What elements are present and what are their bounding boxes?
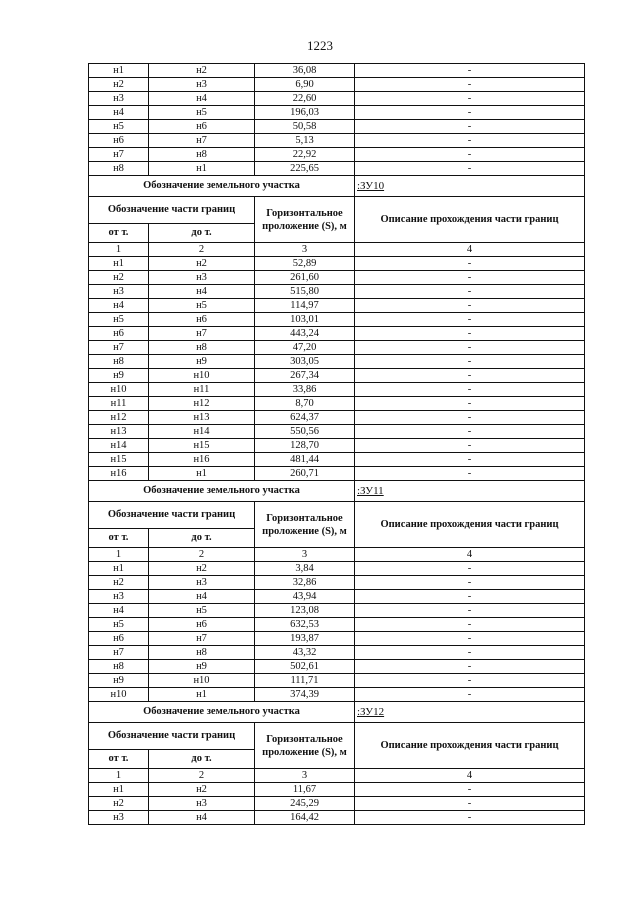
point-to-cell: н2: [149, 64, 255, 78]
distance-cell: 164,42: [255, 811, 355, 825]
distance-cell: 193,87: [255, 632, 355, 646]
point-to-cell: н8: [149, 646, 255, 660]
table-row: [89, 355, 585, 369]
description-cell: -: [355, 646, 585, 660]
point-to-cell: н9: [149, 355, 255, 369]
column-number: 4: [355, 243, 585, 257]
column-number: 4: [355, 548, 585, 562]
point-from-cell: н3: [89, 92, 149, 106]
point-from-cell: н12: [89, 411, 149, 425]
table-row: [89, 64, 585, 78]
distance-cell: 481,44: [255, 453, 355, 467]
point-from-cell: н2: [89, 576, 149, 590]
point-to-cell: н2: [149, 783, 255, 797]
point-from-cell: н10: [89, 688, 149, 702]
point-from-cell: н9: [89, 369, 149, 383]
point-from-cell: н1: [89, 64, 149, 78]
parcel-header-row: [89, 481, 585, 502]
distance-cell: 114,97: [255, 299, 355, 313]
distance-cell: 443,24: [255, 327, 355, 341]
table-row: [89, 688, 585, 702]
description-cell: -: [355, 467, 585, 481]
parcel-code: :ЗУ10: [355, 176, 585, 197]
column-number: 1: [89, 769, 149, 783]
description-cell: -: [355, 632, 585, 646]
parcel-header-row: [89, 702, 585, 723]
distance-header: Горизонтальное проложение (S), м: [255, 197, 355, 243]
table-row: [89, 576, 585, 590]
table-row: [89, 92, 585, 106]
point-to-cell: н2: [149, 257, 255, 271]
distance-cell: 36,08: [255, 64, 355, 78]
point-from-cell: н15: [89, 453, 149, 467]
distance-cell: 22,92: [255, 148, 355, 162]
description-cell: -: [355, 257, 585, 271]
description-cell: -: [355, 134, 585, 148]
point-from-cell: н5: [89, 120, 149, 134]
distance-cell: 43,32: [255, 646, 355, 660]
table-row: [89, 327, 585, 341]
table-row: [89, 120, 585, 134]
point-to-cell: н12: [149, 397, 255, 411]
column-number: 4: [355, 769, 585, 783]
distance-cell: 5,13: [255, 134, 355, 148]
point-from-cell: н5: [89, 618, 149, 632]
distance-cell: 123,08: [255, 604, 355, 618]
column-number-row: [89, 769, 585, 783]
table-row: [89, 369, 585, 383]
column-number: 3: [255, 243, 355, 257]
table-row: [89, 162, 585, 176]
table-row: [89, 271, 585, 285]
distance-cell: 128,70: [255, 439, 355, 453]
table-row: [89, 299, 585, 313]
parcel-header-row: [89, 176, 585, 197]
point-to-cell: н3: [149, 576, 255, 590]
column-number-row: [89, 548, 585, 562]
column-number-row: [89, 243, 585, 257]
point-to-cell: н3: [149, 78, 255, 92]
point-to-cell: н4: [149, 285, 255, 299]
description-cell: -: [355, 327, 585, 341]
table-row: [89, 590, 585, 604]
description-header: Описание прохождения части границ: [355, 502, 585, 548]
point-from-cell: н2: [89, 78, 149, 92]
distance-cell: 50,58: [255, 120, 355, 134]
point-to-cell: н5: [149, 106, 255, 120]
point-from-cell: н6: [89, 632, 149, 646]
point-from-cell: н2: [89, 271, 149, 285]
point-from-cell: н6: [89, 134, 149, 148]
table-row: [89, 383, 585, 397]
point-from-cell: н6: [89, 327, 149, 341]
column-number: 2: [149, 769, 255, 783]
point-from-cell: н11: [89, 397, 149, 411]
boundary-table: [88, 63, 585, 825]
to-header: до т.: [149, 224, 255, 243]
description-cell: -: [355, 369, 585, 383]
from-header: от т.: [89, 224, 149, 243]
description-cell: -: [355, 618, 585, 632]
point-to-cell: н8: [149, 341, 255, 355]
point-from-cell: н3: [89, 285, 149, 299]
point-from-cell: н4: [89, 106, 149, 120]
distance-cell: 515,80: [255, 285, 355, 299]
column-number: 2: [149, 243, 255, 257]
distance-cell: 103,01: [255, 313, 355, 327]
point-to-cell: н8: [149, 148, 255, 162]
point-from-cell: н14: [89, 439, 149, 453]
page-number: 1223: [307, 38, 333, 53]
point-to-cell: н4: [149, 92, 255, 106]
description-cell: -: [355, 660, 585, 674]
description-cell: -: [355, 64, 585, 78]
description-cell: -: [355, 383, 585, 397]
description-cell: -: [355, 106, 585, 120]
point-from-cell: н5: [89, 313, 149, 327]
point-to-cell: н9: [149, 660, 255, 674]
point-from-cell: н4: [89, 299, 149, 313]
column-number: 1: [89, 548, 149, 562]
description-cell: -: [355, 797, 585, 811]
part-designation-header: Обозначение части границ: [89, 502, 255, 529]
from-header: от т.: [89, 750, 149, 769]
point-from-cell: н8: [89, 162, 149, 176]
point-from-cell: н10: [89, 383, 149, 397]
point-from-cell: н7: [89, 646, 149, 660]
distance-cell: 22,60: [255, 92, 355, 106]
distance-cell: 261,60: [255, 271, 355, 285]
table-row: [89, 313, 585, 327]
distance-cell: 3,84: [255, 562, 355, 576]
table-row: [89, 341, 585, 355]
distance-cell: 267,34: [255, 369, 355, 383]
column-number: 1: [89, 243, 149, 257]
table-row: [89, 562, 585, 576]
boundary-table-body: [89, 64, 585, 825]
point-to-cell: н6: [149, 120, 255, 134]
description-cell: -: [355, 411, 585, 425]
column-number: 3: [255, 548, 355, 562]
parcel-code: :ЗУ12: [355, 702, 585, 723]
table-row: [89, 411, 585, 425]
table-row: [89, 811, 585, 825]
table-row: [89, 783, 585, 797]
distance-cell: 47,20: [255, 341, 355, 355]
point-from-cell: н16: [89, 467, 149, 481]
description-cell: -: [355, 783, 585, 797]
table-row: [89, 674, 585, 688]
distance-cell: 43,94: [255, 590, 355, 604]
table-row: [89, 78, 585, 92]
part-designation-header: Обозначение части границ: [89, 723, 255, 750]
point-to-cell: н10: [149, 369, 255, 383]
point-to-cell: н6: [149, 313, 255, 327]
from-header: от т.: [89, 529, 149, 548]
table-row: [89, 453, 585, 467]
point-to-cell: н1: [149, 688, 255, 702]
to-header: до т.: [149, 529, 255, 548]
table-row: [89, 604, 585, 618]
description-cell: -: [355, 341, 585, 355]
column-header-row: [89, 723, 585, 750]
table-row: [89, 646, 585, 660]
point-from-cell: н8: [89, 355, 149, 369]
point-to-cell: н5: [149, 604, 255, 618]
point-from-cell: н1: [89, 257, 149, 271]
point-to-cell: н15: [149, 439, 255, 453]
distance-cell: 196,03: [255, 106, 355, 120]
description-cell: -: [355, 590, 585, 604]
parcel-designation-label: Обозначение земельного участка: [89, 176, 355, 197]
table-row: [89, 660, 585, 674]
table-row: [89, 397, 585, 411]
description-cell: -: [355, 148, 585, 162]
table-row: [89, 439, 585, 453]
distance-header: Горизонтальное проложение (S), м: [255, 502, 355, 548]
table-row: [89, 148, 585, 162]
point-from-cell: н7: [89, 148, 149, 162]
point-from-cell: н3: [89, 811, 149, 825]
column-header-row: [89, 197, 585, 224]
table-row: [89, 285, 585, 299]
point-to-cell: н14: [149, 425, 255, 439]
description-cell: -: [355, 562, 585, 576]
table-row: [89, 797, 585, 811]
description-cell: -: [355, 355, 585, 369]
distance-cell: 550,56: [255, 425, 355, 439]
point-to-cell: н10: [149, 674, 255, 688]
distance-cell: 52,89: [255, 257, 355, 271]
point-from-cell: н4: [89, 604, 149, 618]
description-cell: -: [355, 604, 585, 618]
point-to-cell: н1: [149, 467, 255, 481]
distance-cell: 6,90: [255, 78, 355, 92]
column-number: 2: [149, 548, 255, 562]
point-from-cell: н1: [89, 562, 149, 576]
description-cell: -: [355, 811, 585, 825]
point-to-cell: н6: [149, 618, 255, 632]
point-to-cell: н16: [149, 453, 255, 467]
distance-cell: 260,71: [255, 467, 355, 481]
description-header: Описание прохождения части границ: [355, 723, 585, 769]
point-from-cell: н7: [89, 341, 149, 355]
distance-cell: 32,86: [255, 576, 355, 590]
description-cell: -: [355, 78, 585, 92]
parcel-code: :ЗУ11: [355, 481, 585, 502]
point-to-cell: н13: [149, 411, 255, 425]
column-number: 3: [255, 769, 355, 783]
point-to-cell: н3: [149, 797, 255, 811]
point-to-cell: н7: [149, 632, 255, 646]
distance-cell: 33,86: [255, 383, 355, 397]
description-cell: -: [355, 439, 585, 453]
distance-cell: 111,71: [255, 674, 355, 688]
point-from-cell: н9: [89, 674, 149, 688]
table-row: [89, 106, 585, 120]
point-to-cell: н7: [149, 327, 255, 341]
point-to-cell: н5: [149, 299, 255, 313]
distance-cell: 374,39: [255, 688, 355, 702]
description-cell: -: [355, 271, 585, 285]
point-from-cell: н3: [89, 590, 149, 604]
description-cell: -: [355, 285, 585, 299]
point-from-cell: н2: [89, 797, 149, 811]
description-cell: -: [355, 674, 585, 688]
point-to-cell: н4: [149, 811, 255, 825]
description-cell: -: [355, 688, 585, 702]
distance-cell: 502,61: [255, 660, 355, 674]
point-to-cell: н2: [149, 562, 255, 576]
part-designation-header: Обозначение части границ: [89, 197, 255, 224]
point-to-cell: н7: [149, 134, 255, 148]
distance-cell: 225,65: [255, 162, 355, 176]
point-to-cell: н11: [149, 383, 255, 397]
description-cell: -: [355, 425, 585, 439]
description-cell: -: [355, 162, 585, 176]
distance-cell: 11,67: [255, 783, 355, 797]
table-row: [89, 134, 585, 148]
distance-cell: 624,37: [255, 411, 355, 425]
point-from-cell: н8: [89, 660, 149, 674]
description-cell: -: [355, 299, 585, 313]
description-header: Описание прохождения части границ: [355, 197, 585, 243]
description-cell: -: [355, 453, 585, 467]
distance-cell: 303,05: [255, 355, 355, 369]
parcel-designation-label: Обозначение земельного участка: [89, 481, 355, 502]
point-to-cell: н4: [149, 590, 255, 604]
column-header-row: [89, 502, 585, 529]
point-to-cell: н1: [149, 162, 255, 176]
description-cell: -: [355, 397, 585, 411]
table-row: [89, 257, 585, 271]
table-row: [89, 467, 585, 481]
distance-cell: 632,53: [255, 618, 355, 632]
to-header: до т.: [149, 750, 255, 769]
point-from-cell: н13: [89, 425, 149, 439]
description-cell: -: [355, 313, 585, 327]
parcel-designation-label: Обозначение земельного участка: [89, 702, 355, 723]
description-cell: -: [355, 120, 585, 134]
point-from-cell: н1: [89, 783, 149, 797]
table-row: [89, 618, 585, 632]
distance-cell: 245,29: [255, 797, 355, 811]
distance-cell: 8,70: [255, 397, 355, 411]
table-row: [89, 425, 585, 439]
point-to-cell: н3: [149, 271, 255, 285]
table-row: [89, 632, 585, 646]
description-cell: -: [355, 576, 585, 590]
distance-header: Горизонтальное проложение (S), м: [255, 723, 355, 769]
description-cell: -: [355, 92, 585, 106]
